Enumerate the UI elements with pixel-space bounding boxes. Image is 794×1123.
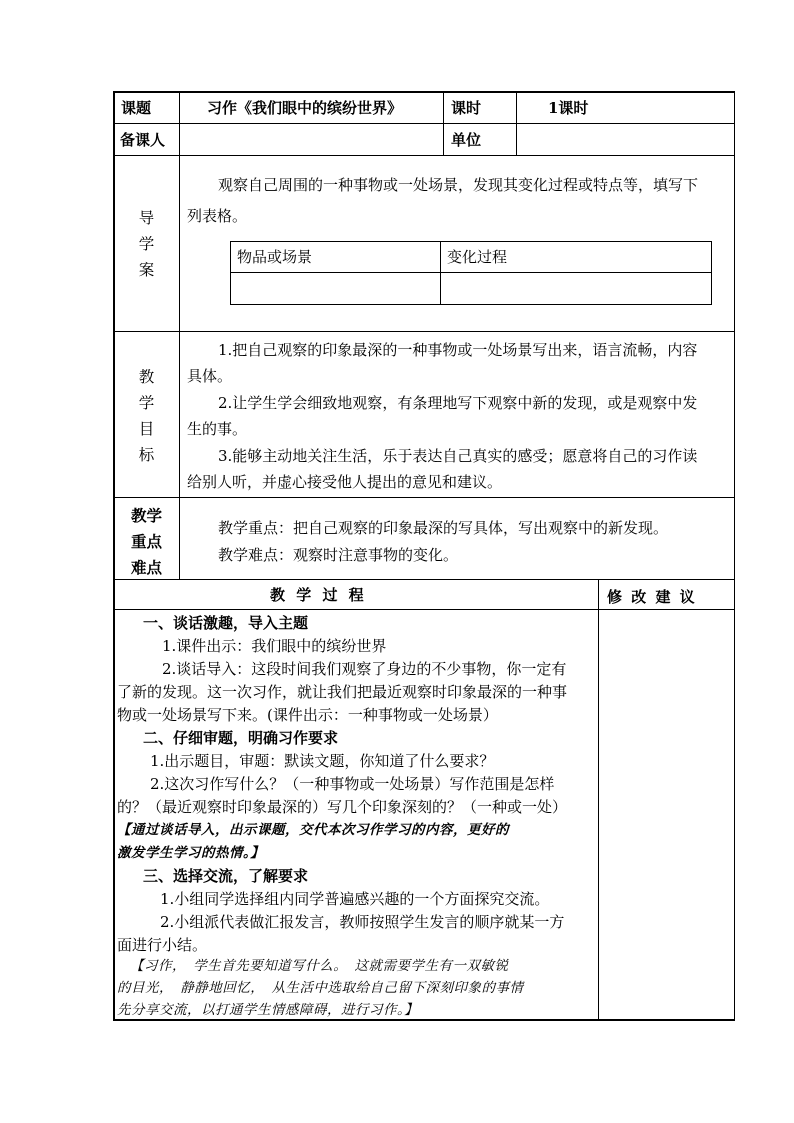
section-2-title: 二、仔细审题，明确习作要求 xyxy=(143,729,339,747)
keypoint-focus: 教学重点：把自己观察的印象最深的写具体，写出观察中的新发现。 xyxy=(218,519,669,537)
hours-label: 课时 xyxy=(451,99,482,117)
objective-line: 生的事。 xyxy=(187,420,248,438)
guide-paragraph-line: 观察自己周围的一种事物或一处场景，发现其变化过程或特点等，填写下 xyxy=(218,176,699,194)
objectives-label-char: 学 xyxy=(138,394,155,412)
process-line: 1.课件出示：我们眼中的缤纷世界 xyxy=(162,637,387,655)
inner-table-bottom xyxy=(230,304,712,305)
col-line-label xyxy=(179,91,180,579)
objectives-label-char: 目 xyxy=(138,420,155,438)
topic-label: 课题 xyxy=(121,99,152,117)
inner-table-header-change: 变化过程 xyxy=(447,248,508,266)
process-note: 的目光， 静静地回忆， 从生活中选取给自己留下深刻印象的事情 xyxy=(117,980,524,996)
row-line-4 xyxy=(113,497,735,498)
process-note: 先分享交流，以打通学生情感障碍，进行习作。】 xyxy=(117,1002,419,1018)
keypoint-difficulty: 教学难点：观察时注意事物的变化。 xyxy=(218,546,459,564)
objective-line: 给别人听，并虚心接受他人提出的意见和建议。 xyxy=(187,473,503,491)
objective-line: 3.能够主动地关注生活，乐于表达自己真实的感受；愿意将自己的习作读 xyxy=(218,447,698,465)
section-1-title: 一、谈话激趣，导入主题 xyxy=(143,614,309,632)
process-note: 【习作， 学生首先要知道写什么。 这就需要学生有一双敏锐 xyxy=(130,958,509,974)
guide-paragraph-line: 列表格。 xyxy=(187,207,248,225)
objectives-label-char: 标 xyxy=(138,446,155,464)
process-line: 1.小组同学选择组内同学普遍感兴趣的一个方面探究交流。 xyxy=(160,890,550,908)
table-border-top xyxy=(113,91,735,93)
suggestion-header: 修 改 建 议 xyxy=(607,588,697,606)
guide-label xyxy=(114,205,179,283)
inner-table-left xyxy=(230,241,231,305)
col-line-hours-value xyxy=(516,91,517,155)
guide-label-char: 案 xyxy=(138,261,155,279)
unit-label: 单位 xyxy=(451,131,482,149)
objective-line: 2.让学生学会细致地观察，有条理地写下观察中新的发现，或是观察中发 xyxy=(218,394,698,412)
preparer-label: 备课人 xyxy=(120,131,166,149)
keypoints-label-line: 难点 xyxy=(130,558,162,577)
row-line-1 xyxy=(113,123,735,124)
process-line: 1.出示题目，审题：默读文题，你知道了什么要求？ xyxy=(150,752,495,770)
hours-value: 1课时 xyxy=(548,99,589,117)
process-line: 2.这次习作写什么？（一种事物或一处场景）写作范围是怎样 xyxy=(150,775,555,793)
guide-label-char: 导 xyxy=(138,209,155,227)
objectives-label-char: 教 xyxy=(138,368,155,386)
row-line-6 xyxy=(113,609,735,610)
objective-line: 1.把自己观察的印象最深的一种事物或一处场景写出来，语言流畅，内容 xyxy=(218,341,698,359)
process-header: 教 学 过 程 xyxy=(270,586,367,604)
process-line: 面进行小结。 xyxy=(117,936,208,954)
process-note: 激发学生学习的热情。】 xyxy=(117,845,265,861)
process-line: 物或一处场景写下来。(课件出示：一种事物或一处场景） xyxy=(117,706,498,724)
keypoints-label-line: 重点 xyxy=(130,532,162,551)
objectives-label xyxy=(114,364,179,468)
guide-label-char: 学 xyxy=(138,235,155,253)
col-line-hours-label xyxy=(443,91,444,155)
col-line-suggest xyxy=(598,579,599,1020)
table-border-right xyxy=(734,91,736,1020)
row-line-2 xyxy=(113,155,735,156)
objective-line: 具体。 xyxy=(187,367,233,385)
section-3-title: 三、选择交流，了解要求 xyxy=(143,867,309,885)
inner-table-divider xyxy=(440,241,441,305)
process-note: 【通过谈话导入，出示课题，交代本次习作学习的内容，更好的 xyxy=(117,822,509,838)
process-line: 2.谈话导入：这段时间我们观察了身边的不少事物，你一定有 xyxy=(162,660,567,678)
process-line: 2.小组派代表做汇报发言，教师按照学生发言的顺序就某一方 xyxy=(160,913,565,931)
inner-table-top xyxy=(230,241,712,242)
process-line: 的？（最近观察时印象最深的）写几个印象深刻的？（一种或一处） xyxy=(117,798,568,816)
inner-table-right xyxy=(711,241,712,305)
inner-table-header-item: 物品或场景 xyxy=(237,248,313,266)
topic-value: 习作《我们眼中的缤纷世界》 xyxy=(207,99,403,117)
row-line-3 xyxy=(113,331,735,332)
process-line: 了新的发现。这一次习作，就让我们把最近观察时印象最深的一种事 xyxy=(117,683,568,701)
keypoints-label-line: 教学 xyxy=(130,506,162,525)
row-line-5 xyxy=(113,579,735,580)
inner-table-mid xyxy=(230,272,712,273)
keypoints-label xyxy=(114,503,179,581)
